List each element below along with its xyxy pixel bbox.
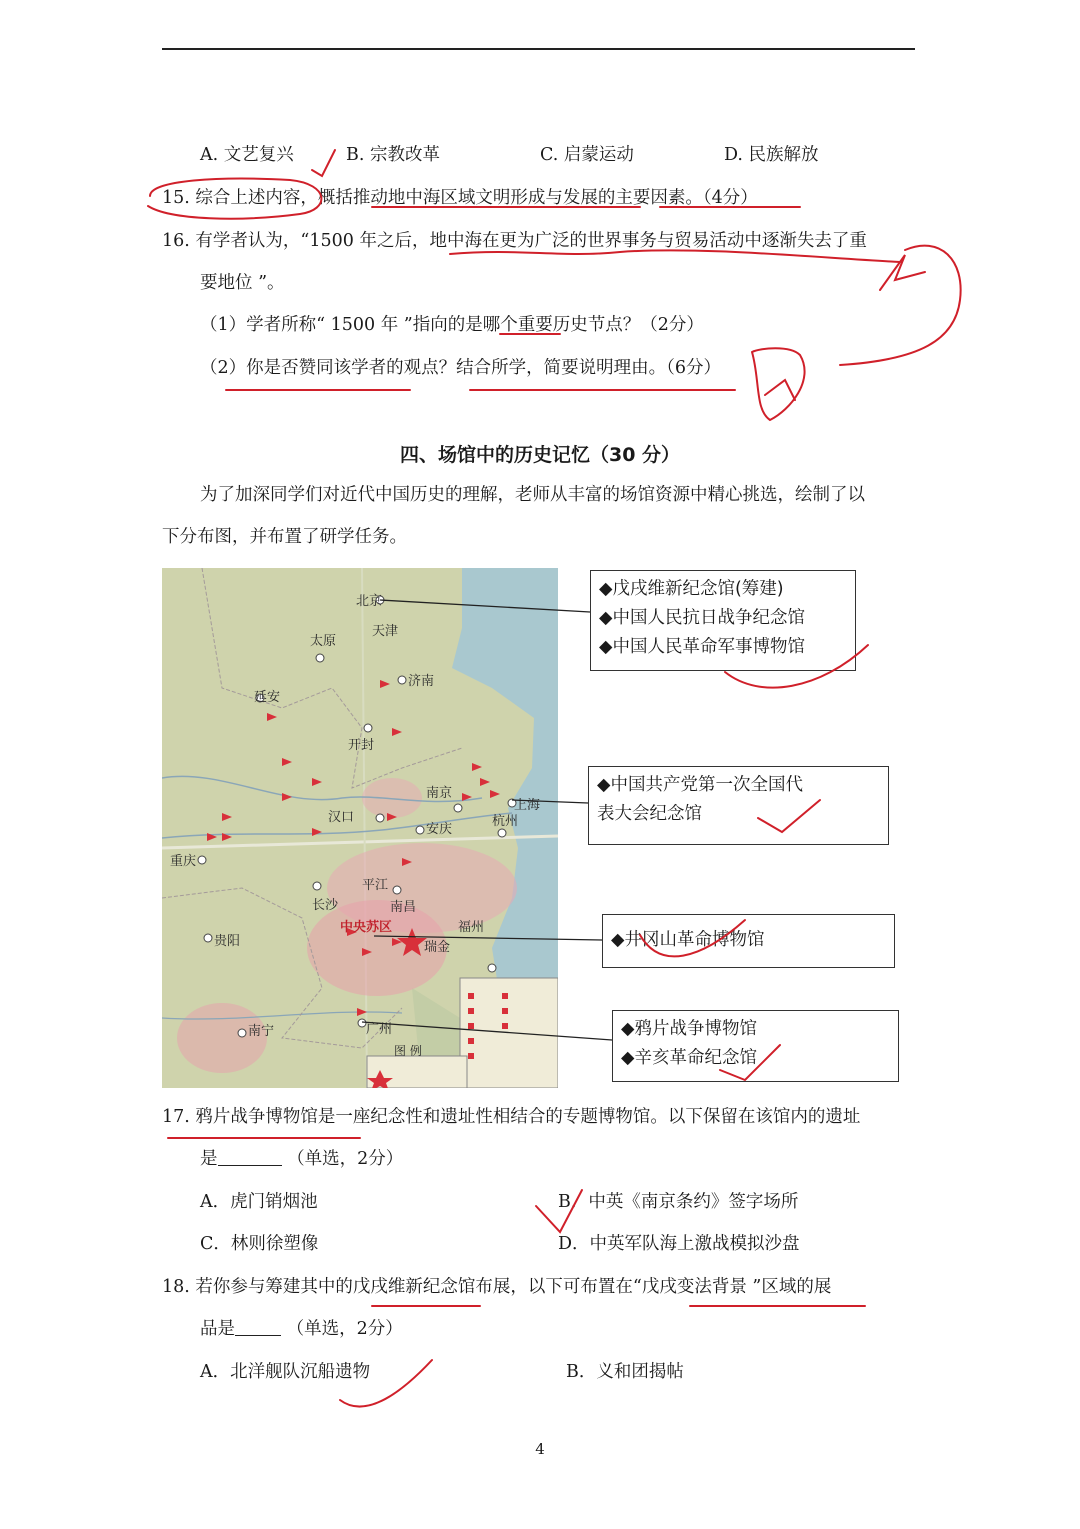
distribution-map — [162, 568, 558, 1088]
section-intro-line2: 下分布图，并布置了研学任务。 — [162, 527, 407, 547]
answer-blank[interactable] — [235, 1317, 281, 1336]
question-16-sub1: （1）学者所称“ 1500 年 ”指向的是哪个重要历史节点？（2分） — [200, 315, 704, 335]
map-city-label: 安庆 — [426, 822, 453, 837]
q17-option-a: A．虎门销烟池 — [200, 1192, 318, 1212]
page-number: 4 — [535, 1440, 545, 1458]
question-18-suffix: （单选，2分） — [286, 1319, 403, 1339]
callout-item: ◆戊戌维新纪念馆(筹建) — [599, 579, 784, 599]
map-city-label: 济南 — [408, 674, 435, 689]
question-17-line2 — [200, 1146, 403, 1172]
question-17-suffix: （单选，2分） — [287, 1149, 404, 1169]
callout-beijing — [590, 570, 856, 671]
map-city-label: 天津 — [372, 624, 399, 639]
section-title: 四、场馆中的历史记忆（30 分） — [399, 444, 681, 466]
question-16-line2: 要地位 ”。 — [200, 273, 285, 293]
map-city-label: 南宁 — [248, 1024, 275, 1039]
q14-option-c: C. 启蒙运动 — [540, 145, 634, 165]
callout-item: ◆中国人民抗日战争纪念馆 — [599, 608, 805, 628]
callout-item: ◆辛亥革命纪念馆 — [621, 1048, 757, 1068]
question-15: 15. 综合上述内容，概括推动地中海区域文明形成与发展的主要因素。（4分） — [162, 188, 758, 208]
callout-guangzhou — [612, 1010, 899, 1082]
callout-item: ◆井冈山革命博物馆 — [611, 930, 765, 950]
callout-item: ◆中国共产党第一次全国代 — [597, 775, 803, 795]
header-rule — [162, 48, 915, 50]
q14-option-b: B. 宗教改革 — [346, 145, 440, 165]
callout-shanghai — [588, 766, 889, 845]
map-city-label: 广州 — [366, 1022, 393, 1037]
q14-option-a: A. 文艺复兴 — [200, 145, 294, 165]
callout-jinggangshan — [602, 914, 895, 968]
map-city-label: 汉口 — [328, 810, 355, 825]
map-city-label: 上海 — [514, 798, 541, 813]
map-legend-title: 图 例 — [394, 1044, 422, 1058]
question-16-sub2: （2）你是否赞同该学者的观点？结合所学，简要说明理由。（6分） — [200, 358, 722, 378]
answer-blank[interactable] — [218, 1147, 282, 1166]
map-city-label: 平江 — [362, 878, 389, 893]
q18-option-a: A．北洋舰队沉船遗物 — [200, 1362, 371, 1382]
question-18-line2 — [200, 1316, 403, 1342]
map-city-label: 北京 — [356, 594, 383, 609]
q17-option-c: C．林则徐塑像 — [200, 1234, 319, 1254]
map-city-label: 贵阳 — [214, 934, 241, 949]
q17-option-b: B．中英《南京条约》签字场所 — [558, 1192, 799, 1212]
question-17-line1: 17. 鸦片战争博物馆是一座纪念性和遗址性相结合的专题博物馆。以下保留在该馆内的遗址 — [162, 1107, 861, 1127]
map-city-label: 延安 — [254, 690, 281, 705]
map-city-label: 南京 — [426, 786, 453, 801]
map-city-label: 开封 — [348, 738, 375, 753]
map-city-label: 南昌 — [390, 900, 417, 915]
callout-item: ◆鸦片战争博物馆 — [621, 1019, 757, 1039]
map-city-label: 太原 — [310, 634, 337, 649]
question-18-line1: 18. 若你参与筹建其中的戊戌维新纪念馆布展，以下可布置在“戊戌变法背景 ”区域的展 — [162, 1277, 832, 1297]
map-city-label: 福州 — [458, 920, 485, 935]
map-city-label: 重庆 — [170, 854, 197, 869]
q18-option-b: B．义和团揭帖 — [566, 1362, 684, 1382]
q17-option-d: D．中英军队海上激战模拟沙盘 — [558, 1234, 800, 1254]
q14-option-d: D. 民族解放 — [724, 145, 819, 165]
map-city-label: 杭州 — [492, 814, 519, 829]
question-17-prefix: 是 — [200, 1149, 218, 1169]
question-16-line1: 16. 有学者认为，“1500 年之后，地中海在更为广泛的世界事务与贸易活动中逐渐失去了重 — [162, 231, 867, 251]
callout-item: 表大会纪念馆 — [597, 804, 702, 824]
callout-item: ◆中国人民革命军事博物馆 — [599, 637, 805, 657]
map-city-label: 长沙 — [312, 898, 339, 913]
question-18-prefix: 品是 — [200, 1319, 235, 1339]
map-region-label: 中央苏区 — [340, 920, 393, 935]
section-intro-line1: 为了加深同学们对近代中国历史的理解，老师从丰富的场馆资源中精心挑选，绘制了以 — [200, 485, 865, 505]
map-city-label: 瑞金 — [424, 940, 451, 955]
